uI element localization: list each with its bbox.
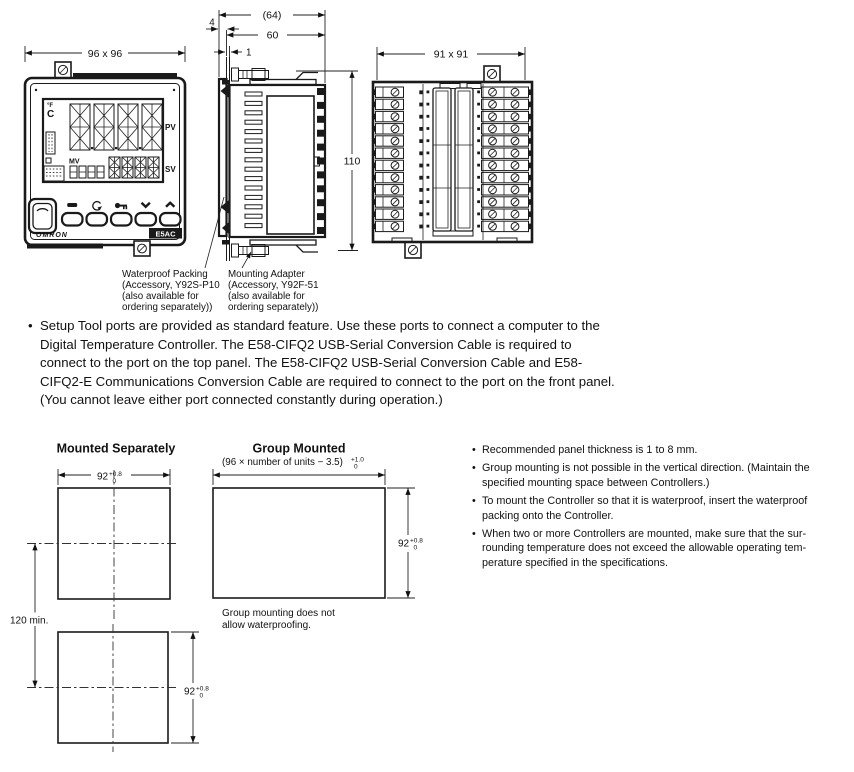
terminal-nub: [372, 126, 376, 132]
dot: [477, 127, 480, 130]
cutout-width-tol-sub: 0: [112, 478, 117, 485]
list-item: [472, 443, 810, 458]
terminal-nub: [419, 188, 422, 192]
adapter-callout-line: (Accessory, Y92F-51: [228, 280, 319, 291]
dot: [477, 139, 480, 142]
dot: [477, 164, 480, 167]
top-adapter-screw-head: [232, 68, 239, 81]
dot: [477, 213, 480, 216]
note-line: To mount the Controller so that it is waterproof, insert the waterproof: [482, 494, 808, 507]
level-key-tooth: [126, 206, 128, 209]
dot: [477, 225, 480, 228]
side-total-depth-dim: (64): [262, 9, 282, 22]
dot: [427, 127, 430, 130]
waterproof-callout-line: (Accessory, Y92S-P10: [122, 280, 220, 291]
note-line: specified mounting space between Controllers.): [482, 476, 710, 489]
cutout-height-tol-sub: 0: [199, 692, 204, 700]
list-item: [472, 527, 810, 572]
dot: [427, 139, 430, 142]
list-item: [472, 461, 810, 491]
waterproof-callout-line: (also available for: [122, 291, 199, 302]
terminal-nub: [419, 164, 422, 168]
terminal-tooth: [317, 158, 326, 165]
packing-strip: [222, 240, 229, 245]
note-line: packing onto the Controller.: [482, 509, 614, 522]
terminal-nub: [529, 89, 533, 95]
setup-tool-note: [28, 317, 615, 410]
terminal-nub: [529, 114, 533, 120]
group-height-tol-sub: 0: [413, 544, 418, 552]
note-line: CIFQ2-E Communications Conversion Cable are required to connect to the port on the front panel.: [40, 373, 615, 389]
terminal-nub: [529, 126, 533, 132]
group-mounted-title: Group Mounted: [252, 441, 346, 456]
terminal-tooth: [317, 130, 326, 137]
note-line: When two or more Controllers are mounted, make sure that the sur-: [482, 527, 807, 540]
terminal-nub: [419, 151, 422, 155]
dot: [477, 200, 480, 203]
terminal-nub: [529, 102, 533, 108]
note-text: [482, 527, 806, 572]
bullet: •: [472, 494, 476, 507]
terminal-nub: [372, 138, 376, 144]
dimension-drawings-top: [0, 0, 854, 316]
terminal-nub: [419, 225, 422, 229]
mounting-notes-list: [472, 443, 810, 574]
button-level: [111, 213, 132, 226]
group-width-tol-sub: 0: [354, 463, 358, 471]
terminal-nub: [372, 211, 376, 217]
unit-c-label: C: [47, 109, 55, 120]
dot: [427, 164, 430, 167]
terminal-nub: [372, 187, 376, 193]
terminal-nub: [419, 200, 422, 204]
terminal-tooth: [317, 171, 326, 178]
side-gap-dim: 1: [246, 47, 252, 59]
level-key-tooth: [123, 206, 125, 209]
cutout-width-tol-sup: +0.8: [109, 471, 122, 478]
terminal-nub: [372, 102, 376, 108]
display-window: [43, 99, 163, 182]
terminal-nub: [529, 163, 533, 169]
terminal-nub: [529, 175, 533, 181]
adapter-callout-line: Mounting Adapter: [228, 269, 305, 280]
terminal-nub: [372, 175, 376, 181]
setup-tool-note-text: [40, 317, 615, 410]
terminal-nub: [529, 199, 533, 205]
note-text: [482, 494, 807, 524]
side-depth-dim: 60: [266, 29, 279, 42]
button-up: [160, 213, 181, 226]
front-view: [25, 46, 185, 256]
dot: [427, 225, 430, 228]
terminal-tooth: [317, 102, 326, 109]
terminal-nub: [419, 127, 422, 131]
terminal-tooth: [317, 185, 326, 192]
brand-logo: OMRON: [36, 232, 68, 239]
dot: [477, 115, 480, 118]
waterproof-callout-line: ordering separately)): [122, 302, 213, 313]
terminal-nub: [419, 103, 422, 107]
bullet: •: [28, 318, 33, 333]
group-note-line: allow waterproofing.: [222, 620, 311, 631]
dot: [427, 103, 430, 106]
terminal-tooth: [317, 227, 326, 234]
rear-dim: 91 x 91: [433, 48, 469, 61]
button-mode: [87, 213, 108, 226]
group-width-formula: (96 × number of units − 3.5): [222, 457, 343, 468]
dot: [477, 103, 480, 106]
bottom-adapter-screw-head: [232, 244, 239, 257]
front-width-dim: 96 x 96: [87, 48, 123, 60]
note-line: perature specified in the specifications.: [482, 557, 669, 570]
terminal-tooth: [317, 88, 326, 95]
bullet: •: [472, 444, 476, 456]
dot: [427, 91, 430, 94]
unit-f-label: °F: [47, 103, 54, 109]
group-note-line: Group mounting does not: [222, 608, 335, 619]
dot: [427, 176, 430, 179]
terminal-nub: [372, 150, 376, 156]
terminal-nub: [372, 114, 376, 120]
note-line: rounding temperature does not exceed the allowable operating tem-: [482, 542, 807, 555]
cutout-height-tol-sup: +0.8: [196, 685, 209, 693]
mounted-separately-title: Mounted Separately: [56, 441, 176, 456]
adapter-callout-line: (also available for: [228, 291, 305, 302]
dot: [427, 152, 430, 155]
note-text: [482, 443, 697, 458]
mv-label: MV: [69, 158, 80, 166]
bottom-adapter-step: [296, 245, 318, 252]
dot: [477, 152, 480, 155]
level-key-icon: [115, 203, 120, 208]
pv-label: PV: [165, 123, 176, 132]
corner-dot: [35, 89, 37, 91]
terminal-nub: [419, 212, 422, 216]
note-line: Digital Temperature Controller. The E58-CIFQ2 USB-Serial Conversion Cable is required to: [40, 336, 572, 352]
terminal-nub: [529, 211, 533, 217]
note-line: Setup Tool ports are provided as standard feature. Use these ports to connect a computer to the: [40, 318, 600, 333]
terminal-nub: [419, 176, 422, 180]
sv-label: SV: [165, 165, 176, 174]
dot: [477, 188, 480, 191]
dot: [427, 213, 430, 216]
dot: [427, 200, 430, 203]
terminal-tooth: [317, 199, 326, 206]
terminal-nub: [529, 187, 533, 193]
group-cutout-rect: [213, 488, 385, 598]
button-pf: [62, 213, 83, 226]
terminal-nub: [372, 224, 376, 230]
terminal-nub: [419, 139, 422, 143]
terminal-nub: [419, 115, 422, 119]
button-down: [136, 213, 157, 226]
terminal-tooth: [317, 213, 326, 220]
note-line: Recommended panel thickness is 1 to 8 mm.: [482, 444, 698, 456]
corner-dot: [173, 89, 175, 91]
side-label-area: [267, 96, 314, 234]
terminal-nub: [529, 224, 533, 230]
terminal-nub: [372, 199, 376, 205]
terminal-tooth: [317, 116, 326, 123]
note-line: (You cannot leave either port connected constantly during operation.): [40, 392, 443, 408]
dot: [427, 115, 430, 118]
terminal-nub: [372, 163, 376, 169]
vertical-spacing-dim: 120 min.: [10, 615, 49, 627]
terminal-nub: [529, 150, 533, 156]
cutout-height-dim: 92: [184, 686, 196, 698]
terminal-nub: [529, 138, 533, 144]
list-item: [472, 494, 810, 524]
decimal-dot: [115, 147, 117, 149]
bottom-latch: [27, 244, 103, 249]
adapter-callout-line: ordering separately)): [228, 302, 319, 313]
side-front-dim: 4: [209, 17, 215, 29]
top-adapter-step: [296, 73, 318, 80]
terminal-nub: [419, 90, 422, 94]
dot: [477, 91, 480, 94]
terminal-nub: [372, 89, 376, 95]
dot: [427, 188, 430, 191]
packing-strip: [222, 80, 229, 85]
group-width-tol-sup: +1.0: [351, 456, 364, 464]
note-line: Group mounting is not possible in the vertical direction. (Maintain the: [482, 461, 810, 474]
group-height-dim: 92: [398, 538, 410, 550]
decimal-dot: [139, 147, 141, 149]
terminal-tooth: [317, 144, 326, 151]
waterproof-callout-line: Waterproof Packing: [122, 269, 208, 280]
model-label: E5AC: [155, 229, 176, 239]
side-view: [206, 10, 366, 262]
decimal-dot: [91, 147, 93, 149]
bullet: •: [472, 461, 476, 474]
bullet: •: [472, 527, 476, 540]
dot: [477, 176, 480, 179]
group-mounted-diagram: [213, 442, 434, 632]
panel-cutout-diagrams: [0, 435, 460, 772]
side-height-dim: 110: [343, 155, 361, 168]
group-height-tol-sup: +0.8: [410, 537, 423, 545]
note-text: [482, 461, 810, 491]
cutout-width-dim: 92: [97, 471, 109, 483]
pf-key-icon: [67, 203, 77, 207]
note-line: connect to the port on the top panel. The E58-CIFQ2 USB-Serial Conversion Cable and E58-: [40, 355, 583, 371]
mounted-separately-diagram: [8, 442, 219, 753]
rear-view: [372, 47, 532, 258]
